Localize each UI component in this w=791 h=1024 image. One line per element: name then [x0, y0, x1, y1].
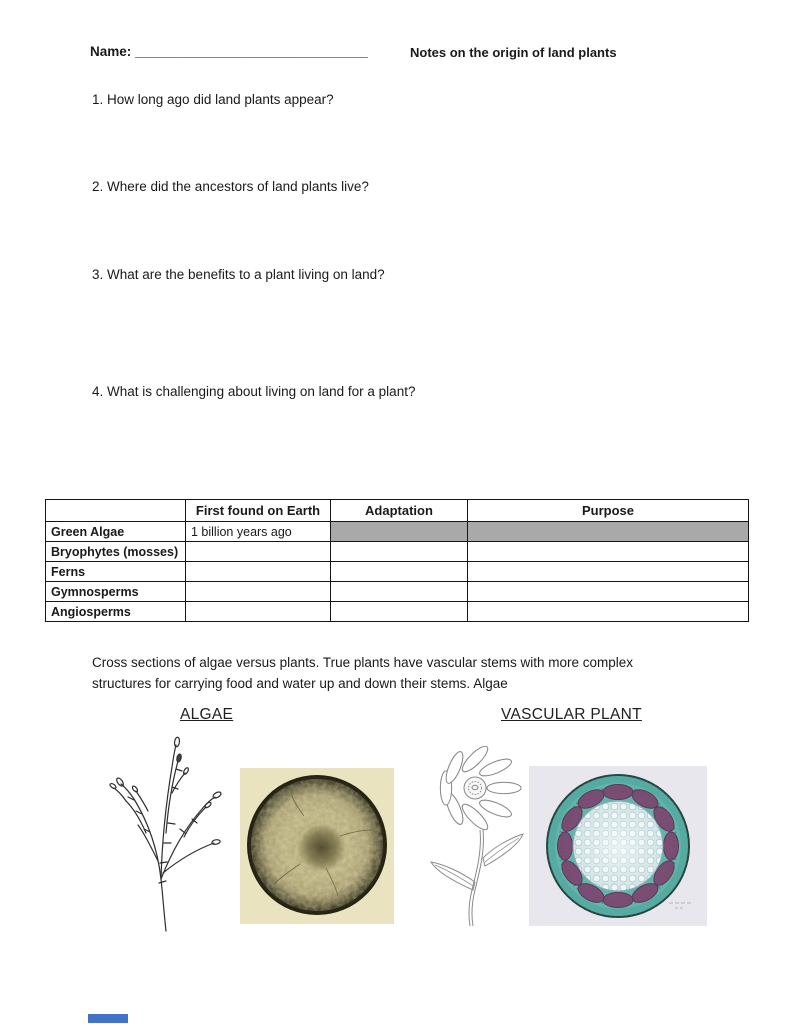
question-3: 3. What are the benefits to a plant living on land? — [92, 267, 385, 282]
question-4: 4. What is challenging about living on land for a plant? — [92, 384, 416, 399]
table-row — [46, 522, 749, 542]
cell-first-found — [186, 602, 331, 622]
cell-first-found — [186, 562, 331, 582]
cell-adaptation — [331, 582, 468, 602]
cell-purpose-shaded — [468, 522, 749, 542]
vascular-figure-heading: VASCULAR PLANT — [501, 706, 642, 723]
header-adaptation: Adaptation — [331, 500, 468, 522]
cell-purpose — [468, 562, 749, 582]
plant-groups-table — [45, 499, 749, 622]
name-field-label: Name: _______________________________ — [90, 44, 368, 59]
algae-line-drawing-image — [88, 733, 238, 933]
row-label-green-algae: Green Algae — [46, 522, 186, 542]
question-2: 2. Where did the ancestors of land plants live? — [92, 179, 369, 194]
cell-purpose — [468, 582, 749, 602]
cell-adaptation-shaded — [331, 522, 468, 542]
header-purpose: Purpose — [468, 500, 749, 522]
cell-adaptation — [331, 542, 468, 562]
table-header-row — [46, 500, 749, 522]
row-label-gymnosperms: Gymnosperms — [46, 582, 186, 602]
flower-line-drawing-image — [423, 742, 529, 930]
table-row — [46, 542, 749, 562]
table-row — [46, 562, 749, 582]
page-title: Notes on the origin of land plants — [410, 45, 617, 60]
algae-cross-section-photo — [240, 768, 394, 924]
table-row — [46, 602, 749, 622]
question-1: 1. How long ago did land plants appear? — [92, 92, 334, 107]
cell-first-found — [186, 582, 331, 602]
row-label-bryophytes: Bryophytes (mosses) — [46, 542, 186, 562]
row-label-ferns: Ferns — [46, 562, 186, 582]
cell-adaptation — [331, 562, 468, 582]
cell-purpose — [468, 542, 749, 562]
vascular-stem-cross-section-photo — [529, 766, 707, 926]
row-label-angiosperms: Angiosperms — [46, 602, 186, 622]
footer-blue-bar — [88, 1014, 128, 1023]
cell-purpose — [468, 602, 749, 622]
algae-figure-heading: ALGAE — [180, 706, 234, 723]
header-first-found: First found on Earth — [186, 500, 331, 522]
cross-sections-paragraph: Cross sections of algae versus plants. True plants have vascular stems with more complex structures for carrying food and water up and down their stems. Algae — [92, 655, 633, 691]
header-blank — [46, 500, 186, 522]
table-row — [46, 582, 749, 602]
cell-first-found — [186, 542, 331, 562]
cell-first-found: 1 billion years ago — [186, 522, 331, 542]
cell-adaptation — [331, 602, 468, 622]
